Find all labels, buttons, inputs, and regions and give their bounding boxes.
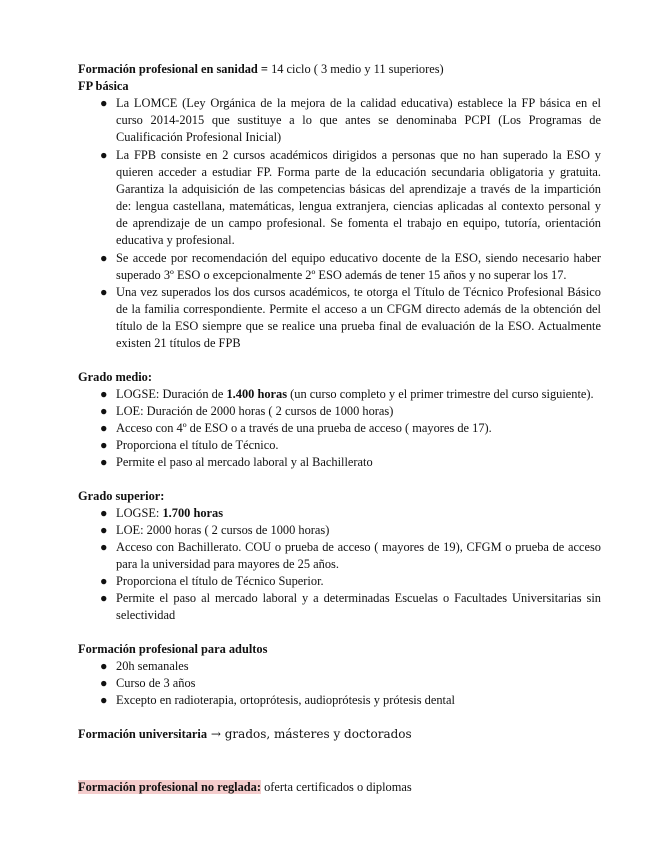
grado-superior-item-1: LOGSE: 1.700 horas [116, 506, 224, 520]
fp-basica-heading: FP básica [78, 79, 129, 93]
intro-title: Formación profesional en sanidad = [78, 62, 268, 76]
bullet-icon: ● [100, 148, 108, 162]
bullet-icon: ● [100, 96, 108, 110]
bullet-icon: ● [100, 251, 108, 265]
grado-medio-item-5: Permite el paso al mercado laboral y al Bachillerato [116, 455, 373, 469]
bullet-icon: ● [100, 404, 108, 418]
bullet-icon: ● [100, 387, 108, 401]
universitaria-heading: Formación universitaria [78, 727, 208, 741]
bullet-icon: ● [100, 455, 108, 469]
bullet-icon: ● [100, 574, 108, 588]
adultos-item-3: Excepto en radioterapia, ortoprótesis, audioprótesis y prótesis dental [116, 693, 455, 707]
universitaria-text: → grados, másteres y doctorados [207, 727, 412, 741]
bullet-icon: ● [100, 285, 108, 299]
grado-superior-item-3: Acceso con Bachillerato. COU o prueba de acceso ( mayores de 19), CFGM o prueba de acceso para la universidad para mayores de 25 años. [116, 540, 601, 572]
bullet-icon: ● [100, 676, 108, 690]
bullet-icon: ● [100, 591, 108, 605]
no-reglada-text: oferta certificados o diplomas [261, 780, 412, 794]
bullet-icon: ● [100, 438, 108, 452]
universitaria-line [78, 726, 412, 743]
grado-medio-item-3: Acceso con 4º de ESO o a través de una prueba de acceso ( mayores de 17). [116, 421, 492, 435]
fp-basica-item-2: La FPB consiste en 2 cursos académicos dirigidos a personas que no han superado la ESO y quieren acceder a estudiar FP. Forma parte de la educación secundaria obligatoria y gratuita. Garantiza la adquisición de las competencias básicas del aprendizaje a través de la impartición de: lengua castellana, matemáticas, lengua extranjera, ciencias aplicadas al contexto personal y de aprendizaje de un campo profesional. Se fomenta el trabajo en equipo, tutoría, orientación educativa y profesional. [116, 148, 601, 248]
no-reglada-line [78, 779, 412, 796]
grado-superior-item-4: Proporciona el título de Técnico Superior. [116, 574, 324, 588]
fp-basica-item-4: Una vez superados los dos cursos académicos, te otorga el Título de Técnico Profesional Básico de la familia correspondiente. Permite el acceso a un CFGM directo además de la obtención del título de la ESO siempre que se realice una prueba final de evaluación de la ESO. Actualmente existen 21 títulos de FPB [116, 285, 601, 351]
grado-medio-item-1: LOGSE: Duración de 1.400 horas (un curso completo y el primer trimestre del curso siguiente). [116, 387, 594, 401]
grado-medio-item-4: Proporciona el título de Técnico. [116, 438, 279, 452]
bullet-icon: ● [100, 693, 108, 707]
grado-superior-item-5: Permite el paso al mercado laboral y a determinadas Escuelas o Facultades Universitarias sin selectividad [116, 591, 601, 623]
adultos-item-1: 20h semanales [116, 659, 189, 673]
bullet-icon: ● [100, 506, 108, 520]
fp-basica-item-3: Se accede por recomendación del equipo educativo docente de la ESO, siendo necesario haber superado 3º ESO o excepcionalmente 2º ESO además de tener 15 años y no superar los 17. [116, 251, 601, 283]
grado-superior-item-2: LOE: 2000 horas ( 2 cursos de 1000 horas) [116, 523, 330, 537]
bullet-icon: ● [100, 421, 108, 435]
intro-line [78, 61, 444, 78]
fp-basica-item-1: La LOMCE (Ley Orgánica de la mejora de la calidad educativa) establece la FP básica en el curso 2014-2015 que sustituye a lo que antes se denominaba PCPI (Los Programas de Cualificación Profesional Inicial) [116, 96, 601, 145]
bullet-icon: ● [100, 659, 108, 673]
adultos-heading: Formación profesional para adultos [78, 642, 268, 656]
bullet-icon: ● [100, 523, 108, 537]
grado-superior-heading: Grado superior: [78, 489, 165, 503]
adultos-item-2: Curso de 3 años [116, 676, 196, 690]
grado-medio-heading: Grado medio: [78, 370, 152, 384]
intro-summary: 14 ciclo ( 3 medio y 11 superiores) [267, 62, 444, 76]
no-reglada-heading: Formación profesional no reglada: [78, 780, 261, 794]
grado-medio-item-2: LOE: Duración de 2000 horas ( 2 cursos de 1000 horas) [116, 404, 394, 418]
bullet-icon: ● [100, 540, 108, 554]
